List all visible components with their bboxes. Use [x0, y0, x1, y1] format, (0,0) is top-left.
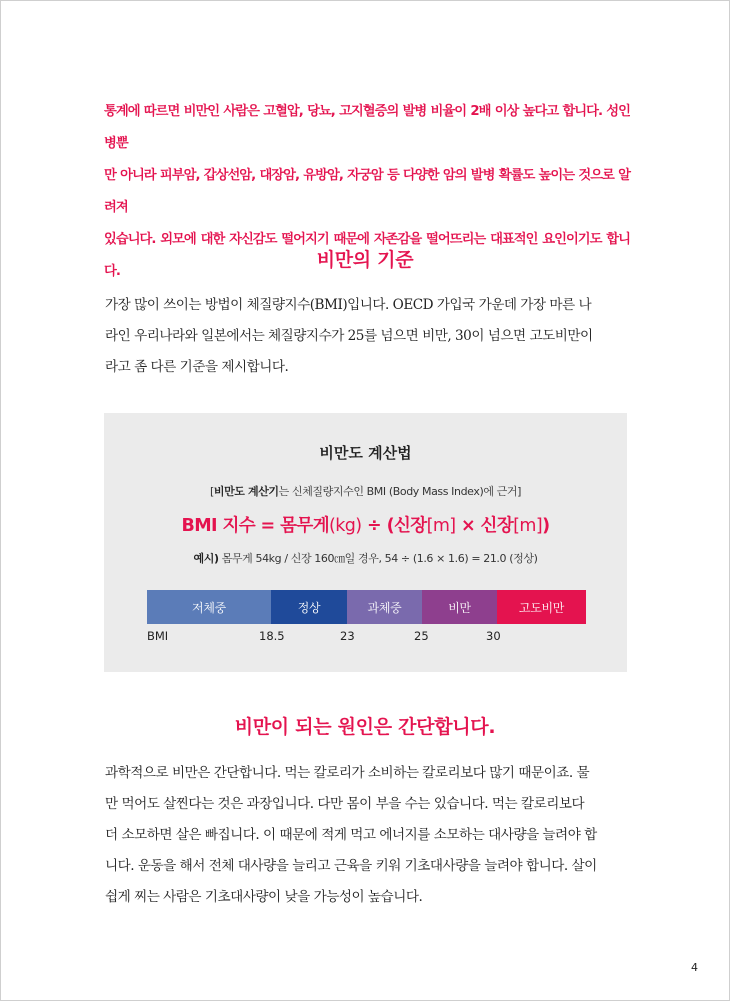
paragraph-line: 라고 좀 다른 기준을 제시합니다. [105, 359, 289, 375]
bmi-scale-bar [147, 590, 586, 624]
obesity-criteria-paragraph [105, 290, 627, 383]
intro-line: 있습니다. 외모에 대한 자신감도 떨어지기 때문에 자존감을 떨어뜨리는 대표적인 요인이기도 합니다. [104, 232, 630, 279]
note-bold: 비만도 계산기 [213, 485, 279, 498]
scale-segment-underweight: 저체중 [147, 590, 271, 624]
formula-text: ÷ (신장 [361, 516, 427, 536]
formula-text: × 신장 [455, 516, 514, 536]
tick-label: 23 [340, 629, 355, 643]
calculator-title: 비만도 계산법 [319, 444, 412, 462]
paragraph-line: 과학적으로 비만은 간단합니다. 먹는 칼로리가 소비하는 칼로리보다 많기 때문이죠. 물 [105, 765, 590, 781]
page-number: 4 [691, 961, 698, 974]
tick-label: 25 [414, 629, 429, 643]
bmi-scale-ticks [104, 629, 627, 647]
scale-segment-overweight: 과체중 [347, 590, 422, 624]
obesity-cause-paragraph [105, 758, 627, 913]
bmi-calculator-box [104, 413, 627, 672]
intro-line: 통계에 따르면 비만인 사람은 고혈압, 당뇨, 고지혈증의 발병 비율이 2배 이상 높다고 합니다. 성인병뿐 [104, 104, 630, 151]
note-bracket: [ [209, 485, 214, 498]
scale-segment-normal: 정상 [271, 590, 347, 624]
paragraph-line: 더 소모하면 살은 빠집니다. 이 때문에 적게 먹고 에너지를 소모하는 대사량을 늘려야 합 [105, 827, 597, 843]
formula-text: ) [542, 516, 550, 536]
section-heading-obesity-criteria: 비만의 기준 [316, 249, 414, 271]
paragraph-line: 라인 우리나라와 일본에서는 체질량지수가 25를 넘으면 비만, 30이 넘으면 고도비만이 [105, 328, 593, 344]
paragraph-line: 쉽게 찌는 사람은 기초대사량이 낮을 가능성이 높습니다. [105, 889, 423, 905]
paragraph-line: 니다. 운동을 해서 전체 대사량을 늘리고 근육을 키워 기초대사량을 늘려야 합니다. 살이 [105, 858, 597, 874]
example-text: 몸무게 54kg / 신장 160㎝일 경우, 54 ÷ (1.6 × 1.6) = 21.0 (정상) [218, 552, 538, 565]
tick-label: 18.5 [259, 629, 285, 643]
bmi-formula [104, 512, 627, 537]
calculation-example [104, 550, 627, 566]
formula-text: BMI 지수 = 몸무게 [181, 516, 330, 536]
formula-unit: [m] [513, 516, 543, 536]
section-heading-obesity-cause: 비만이 되는 원인은 간단합니다. [234, 716, 496, 738]
scale-segment-obese: 비만 [422, 590, 497, 624]
tick-label: BMI [147, 629, 169, 643]
tick-label: 30 [486, 629, 501, 643]
note-text: 는 신체질량지수인 BMI (Body Mass Index)에 근거] [278, 485, 522, 498]
paragraph-line: 가장 많이 쓰이는 방법이 체질량지수(BMI)입니다. OECD 가입국 가운데 가장 마른 나 [105, 297, 592, 313]
calculator-note [104, 483, 627, 499]
formula-unit: [m] [426, 516, 456, 536]
example-label: 예시) [193, 552, 219, 565]
formula-unit: (kg) [329, 516, 362, 536]
intro-line: 만 아니라 피부암, 갑상선암, 대장암, 유방암, 자궁암 등 다양한 암의 발병 확률도 높이는 것으로 알려져 [104, 168, 630, 215]
paragraph-line: 만 먹어도 살찐다는 것은 과장입니다. 다만 몸이 부을 수는 있습니다. 먹는 칼로리보다 [105, 796, 585, 812]
scale-segment-severe-obesity: 고도비만 [497, 590, 586, 624]
